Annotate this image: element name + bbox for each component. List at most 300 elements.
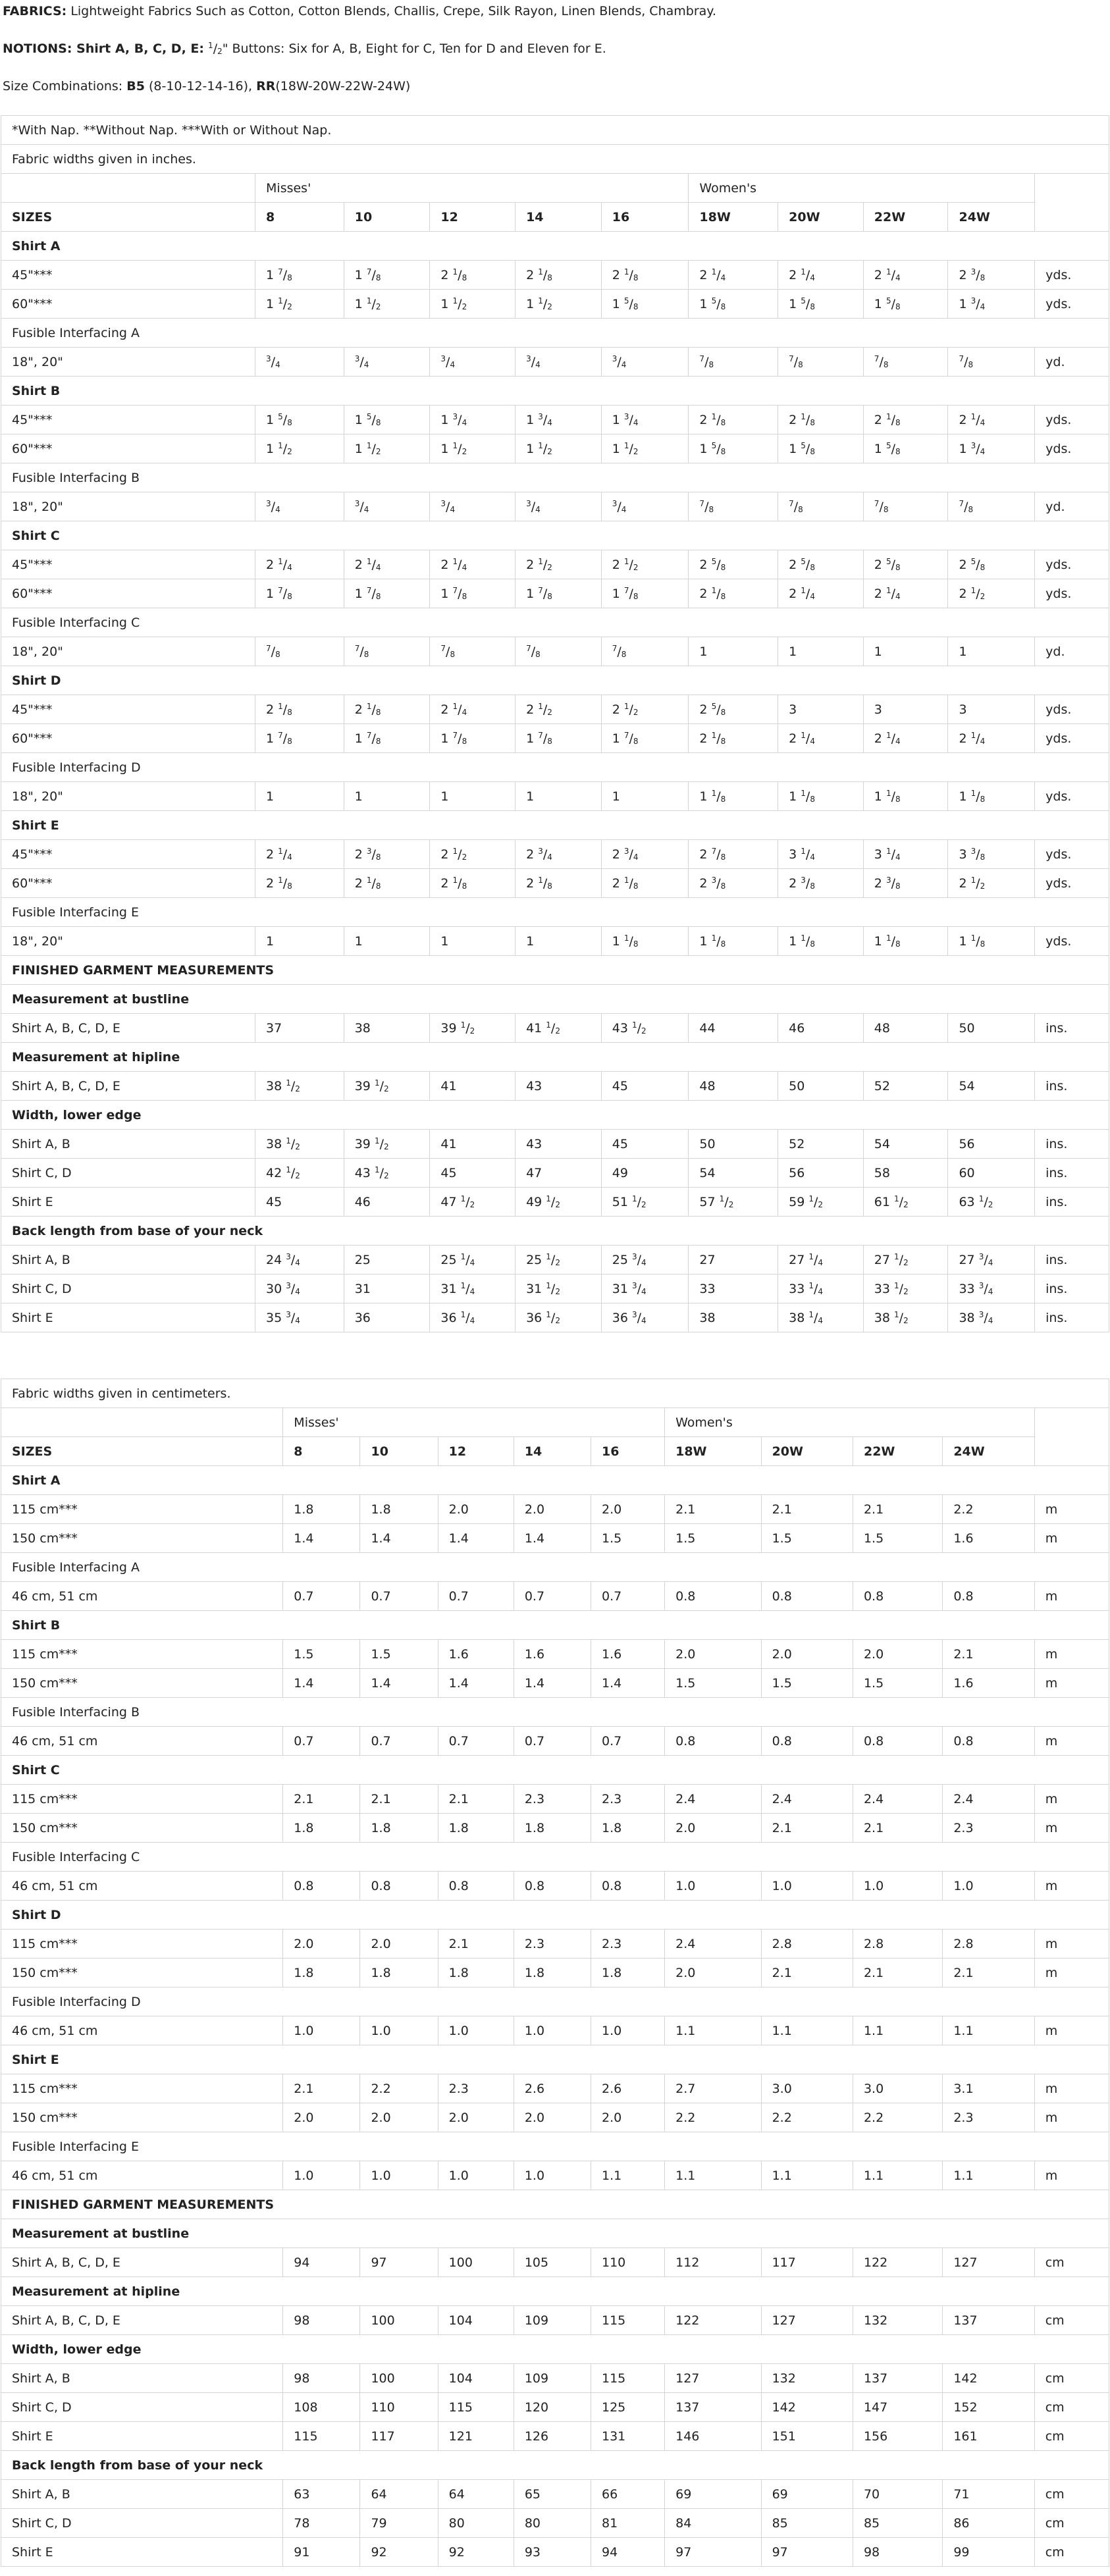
value-cell: 2 $^1/_8$ (689, 724, 778, 753)
value-cell: 1 (689, 637, 778, 666)
size-header: 20W (761, 1437, 853, 1466)
value-cell: 1.6 (943, 1524, 1034, 1553)
value-cell: 2.0 (853, 1640, 942, 1669)
value-cell: 1 (778, 637, 864, 666)
section-heading: Shirt E (1, 2045, 1109, 2074)
value-cell: 1.5 (853, 1524, 942, 1553)
value-cell: 0.8 (514, 1872, 591, 1901)
unit-spacer (1034, 1408, 1109, 1437)
widths-note: Fabric widths given in inches. (1, 145, 1109, 174)
value-cell: 1.4 (283, 1669, 360, 1698)
unit-cell: yds. (1035, 840, 1109, 869)
unit-cell: cm (1034, 2422, 1109, 2451)
value-cell: 58 (863, 1159, 948, 1188)
data-row (1, 2248, 1109, 2277)
table-gap (0, 1332, 1110, 1379)
value-cell: 2.1 (761, 1958, 853, 1987)
data-row (1, 1958, 1109, 1987)
value-cell: 1.6 (943, 1669, 1034, 1698)
section-heading: Shirt D (1, 1901, 1109, 1930)
row-label: Shirt E (1, 1303, 255, 1332)
section-row (1, 1901, 1109, 1930)
data-row (1, 2538, 1109, 2567)
value-cell: 33 (689, 1275, 778, 1303)
unit-cell: cm (1034, 2538, 1109, 2567)
value-cell: 1 (255, 927, 344, 956)
data-row (1, 1072, 1109, 1101)
value-cell: 2 $^5/_8$ (689, 695, 778, 724)
value-cell: 1.5 (360, 1640, 438, 1669)
unit-cell: ins. (1035, 1159, 1109, 1188)
value-cell: 60 (948, 1159, 1035, 1188)
nap-legend-row (1, 116, 1109, 145)
value-cell: 1 $^7/_8$ (255, 261, 344, 290)
data-row (1, 2306, 1109, 2335)
data-row (1, 1872, 1109, 1901)
value-cell: 115 (438, 2393, 514, 2422)
unit-cell: m (1034, 1814, 1109, 1843)
row-label: 45"*** (1, 406, 255, 434)
value-cell: 100 (360, 2306, 438, 2335)
yardage-table (1, 1379, 1109, 2567)
subheading: Fusible Interfacing B (1, 463, 1109, 492)
size-combinations-label: Size Combinations: (3, 79, 123, 93)
value-cell: 0.7 (514, 1727, 591, 1756)
value-cell: 2 $^7/_8$ (689, 840, 778, 869)
value-cell: 1 $^3/_4$ (948, 434, 1035, 463)
unit-cell: yd. (1035, 637, 1109, 666)
value-cell: 2 $^1/_4$ (863, 579, 948, 608)
unit-cell: yds. (1035, 290, 1109, 319)
unit-cell: m (1034, 1640, 1109, 1669)
data-row (1, 927, 1109, 956)
value-cell: 3.0 (853, 2074, 942, 2103)
value-cell: 152 (943, 2393, 1034, 2422)
section-heading: Shirt D (1, 666, 1109, 695)
value-cell: 132 (853, 2306, 942, 2335)
size-header: 18W (665, 1437, 761, 1466)
value-cell: 1 $^5/_8$ (863, 290, 948, 319)
value-cell: $^7/_8$ (778, 348, 864, 377)
value-cell: 2.1 (283, 2074, 360, 2103)
value-cell: 86 (943, 2509, 1034, 2538)
unit-cell: m (1034, 1727, 1109, 1756)
unit-cell: yds. (1035, 261, 1109, 290)
value-cell: 43 $^1/_2$ (344, 1159, 430, 1188)
value-cell: 1 $^7/_8$ (515, 724, 602, 753)
subheading-row (1, 753, 1109, 782)
value-cell: 52 (863, 1072, 948, 1101)
value-cell: 2.0 (761, 1640, 853, 1669)
value-cell: $^3/_4$ (430, 348, 515, 377)
value-cell: 1 $^1/_8$ (689, 782, 778, 811)
value-cell: 85 (853, 2509, 942, 2538)
data-row (1, 492, 1109, 521)
value-cell: 2 $^1/_2$ (601, 550, 689, 579)
value-cell: 1 $^1/_2$ (430, 434, 515, 463)
data-row (1, 1159, 1109, 1188)
value-cell: 1.5 (761, 1669, 853, 1698)
section-row (1, 2335, 1109, 2364)
value-cell: 115 (591, 2364, 664, 2393)
size-header: 22W (863, 203, 948, 232)
value-cell: 0.8 (761, 1582, 853, 1611)
value-cell: 1.4 (438, 1669, 514, 1698)
value-cell: 147 (853, 2393, 942, 2422)
unit-cell: m (1034, 1582, 1109, 1611)
value-cell: 1 (430, 782, 515, 811)
data-row (1, 1785, 1109, 1814)
value-cell: $^7/_8$ (863, 492, 948, 521)
value-cell: 33 $^3/_4$ (948, 1275, 1035, 1303)
value-cell: 2 $^1/_2$ (515, 695, 602, 724)
value-cell: 121 (438, 2422, 514, 2451)
value-cell: $^3/_4$ (344, 492, 430, 521)
value-cell: 1.0 (514, 2161, 591, 2190)
value-cell: 2.1 (943, 1958, 1034, 1987)
value-cell: 38 (344, 1014, 430, 1043)
value-cell: 1.4 (591, 1669, 664, 1698)
value-cell: 131 (591, 2422, 664, 2451)
value-cell: 2 $^1/_4$ (778, 261, 864, 290)
value-cell: 137 (943, 2306, 1034, 2335)
value-cell: 1.1 (665, 2016, 761, 2045)
subheading-row (1, 1698, 1109, 1727)
value-cell: 142 (943, 2364, 1034, 2393)
value-cell: 1.8 (360, 1495, 438, 1524)
unit-cell: cm (1034, 2248, 1109, 2277)
unit-cell: yds. (1035, 550, 1109, 579)
value-cell: 1.0 (360, 2016, 438, 2045)
value-cell: 2 $^3/_8$ (344, 840, 430, 869)
value-cell: 110 (591, 2248, 664, 2277)
value-cell: 41 (430, 1072, 515, 1101)
value-cell: 35 $^3/_4$ (255, 1303, 344, 1332)
row-label: 45"*** (1, 261, 255, 290)
value-cell: 1 (255, 782, 344, 811)
value-cell: $^7/_8$ (948, 348, 1035, 377)
unit-cell: yd. (1035, 492, 1109, 521)
unit-cell: ins. (1035, 1072, 1109, 1101)
value-cell: 3 (863, 695, 948, 724)
section-heading: Width, lower edge (1, 1101, 1109, 1130)
value-cell: 98 (283, 2364, 360, 2393)
value-cell: $^7/_8$ (689, 492, 778, 521)
value-cell: 151 (761, 2422, 853, 2451)
value-cell: 38 $^1/_2$ (255, 1130, 344, 1159)
section-heading: FINISHED GARMENT MEASUREMENTS (1, 956, 1109, 985)
row-label: 60"*** (1, 724, 255, 753)
size-group-row (1, 174, 1109, 203)
row-label: 45"*** (1, 550, 255, 579)
row-label: Shirt A, B (1, 2364, 283, 2393)
value-cell: 1 (948, 637, 1035, 666)
row-label: 18", 20" (1, 927, 255, 956)
value-cell: 97 (761, 2538, 853, 2567)
value-cell: 3.0 (761, 2074, 853, 2103)
value-cell: 1 $^3/_4$ (948, 290, 1035, 319)
unit-cell: ins. (1035, 1246, 1109, 1275)
value-cell: 3 $^3/_8$ (948, 840, 1035, 869)
value-cell: 3 (948, 695, 1035, 724)
value-cell: 1 $^5/_8$ (689, 434, 778, 463)
value-cell: 47 $^1/_2$ (430, 1188, 515, 1217)
value-cell: 1.1 (943, 2016, 1034, 2045)
value-cell: 2.4 (853, 1785, 942, 1814)
widths-note-row (1, 1379, 1109, 1408)
value-cell: 1.5 (283, 1640, 360, 1669)
section-heading: Shirt C (1, 1756, 1109, 1785)
value-cell: 38 $^1/_2$ (255, 1072, 344, 1101)
value-cell: 44 (689, 1014, 778, 1043)
value-cell: 50 (689, 1130, 778, 1159)
value-cell: 59 $^1/_2$ (778, 1188, 864, 1217)
value-cell: 117 (761, 2248, 853, 2277)
value-cell: 2 $^1/_2$ (515, 550, 602, 579)
unit-cell: yds. (1035, 434, 1109, 463)
value-cell: 1 $^7/_8$ (515, 579, 602, 608)
value-cell: 1 $^5/_8$ (778, 434, 864, 463)
value-cell: $^7/_8$ (515, 637, 602, 666)
data-row (1, 2422, 1109, 2451)
value-cell: 65 (514, 2480, 591, 2509)
value-cell: 1 $^3/_4$ (515, 406, 602, 434)
section-row (1, 811, 1109, 840)
value-cell: 1.1 (761, 2161, 853, 2190)
unit-cell: m (1034, 2074, 1109, 2103)
value-cell: 39 $^1/_2$ (430, 1014, 515, 1043)
value-cell: 1.1 (853, 2016, 942, 2045)
data-row (1, 1727, 1109, 1756)
value-cell: 2 $^1/_4$ (430, 695, 515, 724)
value-cell: 25 $^1/_2$ (515, 1246, 602, 1275)
value-cell: 1 $^7/_8$ (344, 724, 430, 753)
data-row (1, 1669, 1109, 1698)
value-cell: 71 (943, 2480, 1034, 2509)
value-cell: 84 (665, 2509, 761, 2538)
value-cell: 1.0 (943, 1872, 1034, 1901)
value-cell: 2.8 (761, 1930, 853, 1958)
value-cell: $^7/_8$ (430, 637, 515, 666)
section-row (1, 1466, 1109, 1495)
pattern-notes (0, 0, 1110, 115)
row-label: 115 cm*** (1, 1640, 283, 1669)
row-label: 150 cm*** (1, 2103, 283, 2132)
value-cell: 3 $^1/_4$ (863, 840, 948, 869)
value-cell: 56 (778, 1159, 864, 1188)
value-cell: 127 (761, 2306, 853, 2335)
value-cell: 2 $^3/_8$ (948, 261, 1035, 290)
value-cell: 33 $^1/_2$ (863, 1275, 948, 1303)
value-cell: 2 $^1/_8$ (344, 869, 430, 898)
value-cell: 1 $^1/_8$ (863, 782, 948, 811)
value-cell: 2 $^3/_8$ (689, 869, 778, 898)
value-cell: 1.4 (360, 1524, 438, 1553)
value-cell: 2.4 (943, 1785, 1034, 1814)
value-cell: 1 $^7/_8$ (601, 579, 689, 608)
value-cell: 1 $^1/_2$ (344, 290, 430, 319)
value-cell: 2 $^1/_2$ (948, 579, 1035, 608)
value-cell: 1.4 (514, 1524, 591, 1553)
value-cell: 27 (689, 1246, 778, 1275)
unit-cell: m (1034, 2161, 1109, 2190)
value-cell: $^3/_4$ (601, 492, 689, 521)
value-cell: 2.0 (591, 2103, 664, 2132)
value-cell: 115 (283, 2422, 360, 2451)
value-cell: 125 (591, 2393, 664, 2422)
row-label: 150 cm*** (1, 1958, 283, 1987)
value-cell: 46 (344, 1188, 430, 1217)
sizes-label: SIZES (1, 1437, 283, 1466)
subheading: Fusible Interfacing B (1, 1698, 1109, 1727)
value-cell: 137 (853, 2364, 942, 2393)
value-cell: 3 (778, 695, 864, 724)
section-row (1, 1101, 1109, 1130)
value-cell: 69 (665, 2480, 761, 2509)
data-row (1, 840, 1109, 869)
section-row (1, 666, 1109, 695)
value-cell: 92 (438, 2538, 514, 2567)
value-cell: 1.1 (761, 2016, 853, 2045)
row-label: 60"*** (1, 434, 255, 463)
value-cell: 104 (438, 2364, 514, 2393)
value-cell: 38 $^3/_4$ (948, 1303, 1035, 1332)
value-cell: 2.4 (665, 1930, 761, 1958)
value-cell: 1 $^5/_8$ (601, 290, 689, 319)
value-cell: 1.0 (360, 2161, 438, 2190)
value-cell: 0.7 (514, 1582, 591, 1611)
section-row (1, 1756, 1109, 1785)
row-label: Shirt A, B, C, D, E (1, 2306, 283, 2335)
unit-cell: ins. (1035, 1275, 1109, 1303)
row-label: 60"*** (1, 869, 255, 898)
value-cell: 1 (601, 782, 689, 811)
value-cell: 2 $^1/_4$ (344, 550, 430, 579)
value-cell: 0.8 (438, 1872, 514, 1901)
row-label: 18", 20" (1, 492, 255, 521)
unit-cell: m (1034, 2103, 1109, 2132)
value-cell: 45 (601, 1072, 689, 1101)
value-cell: 1 $^5/_8$ (689, 290, 778, 319)
value-cell: 2 $^1/_8$ (601, 261, 689, 290)
value-cell: 1 $^5/_8$ (863, 434, 948, 463)
value-cell: $^7/_8$ (948, 492, 1035, 521)
value-cell: 1 $^7/_8$ (344, 579, 430, 608)
value-cell: 2 $^1/_4$ (863, 261, 948, 290)
row-label: Shirt A, B (1, 1130, 255, 1159)
value-cell: 1 (863, 637, 948, 666)
data-row (1, 1582, 1109, 1611)
value-cell: 2 $^1/_8$ (515, 261, 602, 290)
value-cell: 2.1 (761, 1814, 853, 1843)
size-header: 14 (515, 203, 602, 232)
value-cell: 46 (778, 1014, 864, 1043)
size-header: 8 (283, 1437, 360, 1466)
row-label: Shirt C, D (1, 2393, 283, 2422)
data-row (1, 2103, 1109, 2132)
value-cell: 0.7 (438, 1727, 514, 1756)
group-spacer (1, 1408, 283, 1437)
value-cell: 1.5 (665, 1524, 761, 1553)
value-cell: 1 $^3/_4$ (430, 406, 515, 434)
section-row (1, 1217, 1109, 1246)
value-cell: 1 $^7/_8$ (430, 724, 515, 753)
value-cell: 1.8 (283, 1495, 360, 1524)
value-cell: 146 (665, 2422, 761, 2451)
value-cell: 2.4 (761, 1785, 853, 1814)
value-cell: 3 $^1/_4$ (778, 840, 864, 869)
section-heading: Shirt B (1, 377, 1109, 406)
value-cell: 1.8 (360, 1814, 438, 1843)
section-heading: Measurement at hipline (1, 1043, 1109, 1072)
unit-cell: ins. (1035, 1130, 1109, 1159)
value-cell: 2 $^1/_8$ (515, 869, 602, 898)
value-cell: 2 $^1/_2$ (948, 869, 1035, 898)
unit-spacer (1035, 174, 1109, 203)
data-row (1, 2016, 1109, 2045)
value-cell: 0.8 (360, 1872, 438, 1901)
unit-cell: m (1034, 1524, 1109, 1553)
row-label: Shirt A, B, C, D, E (1, 1014, 255, 1043)
value-cell: 98 (853, 2538, 942, 2567)
value-cell: 1.0 (438, 2016, 514, 2045)
value-cell: 161 (943, 2422, 1034, 2451)
value-cell: 99 (943, 2538, 1034, 2567)
value-cell: 127 (665, 2364, 761, 2393)
value-cell: 85 (761, 2509, 853, 2538)
womens-group-label: Women's (665, 1408, 1035, 1437)
row-label: Shirt C, D (1, 2509, 283, 2538)
value-cell: 2.0 (591, 1495, 664, 1524)
value-cell: 0.7 (283, 1727, 360, 1756)
value-cell: 104 (438, 2306, 514, 2335)
section-heading: Shirt A (1, 232, 1109, 261)
sizes-label: SIZES (1, 203, 255, 232)
value-cell: 2.0 (438, 2103, 514, 2132)
data-row (1, 579, 1109, 608)
value-cell: 0.8 (665, 1582, 761, 1611)
value-cell: 0.7 (591, 1727, 664, 1756)
value-cell: $^3/_4$ (601, 348, 689, 377)
section-heading: Measurement at hipline (1, 2277, 1109, 2306)
data-row (1, 637, 1109, 666)
unit-cell: cm (1034, 2509, 1109, 2538)
size-range-b5: (8-10-12-14-16), (148, 79, 253, 93)
value-cell: 126 (514, 2422, 591, 2451)
value-cell: 1 $^1/_8$ (778, 782, 864, 811)
unit-cell: ins. (1035, 1303, 1109, 1332)
unit-cell: cm (1034, 2480, 1109, 2509)
data-row (1, 1814, 1109, 1843)
value-cell: 2 $^1/_4$ (948, 406, 1035, 434)
value-cell: $^3/_4$ (255, 348, 344, 377)
value-cell: 1 $^1/_2$ (515, 434, 602, 463)
value-cell: 2.2 (665, 2103, 761, 2132)
value-cell: 2.0 (514, 2103, 591, 2132)
value-cell: 1.5 (665, 1669, 761, 1698)
data-row (1, 348, 1109, 377)
value-cell: 36 $^3/_4$ (601, 1303, 689, 1332)
value-cell: 54 (689, 1159, 778, 1188)
row-label: Shirt E (1, 2538, 283, 2567)
value-cell: 2 $^1/_4$ (778, 579, 864, 608)
data-row (1, 1275, 1109, 1303)
value-cell: 64 (360, 2480, 438, 2509)
size-combinations-line (3, 78, 1110, 115)
section-row (1, 2219, 1109, 2248)
row-label: 46 cm, 51 cm (1, 1727, 283, 1756)
value-cell: 137 (665, 2393, 761, 2422)
